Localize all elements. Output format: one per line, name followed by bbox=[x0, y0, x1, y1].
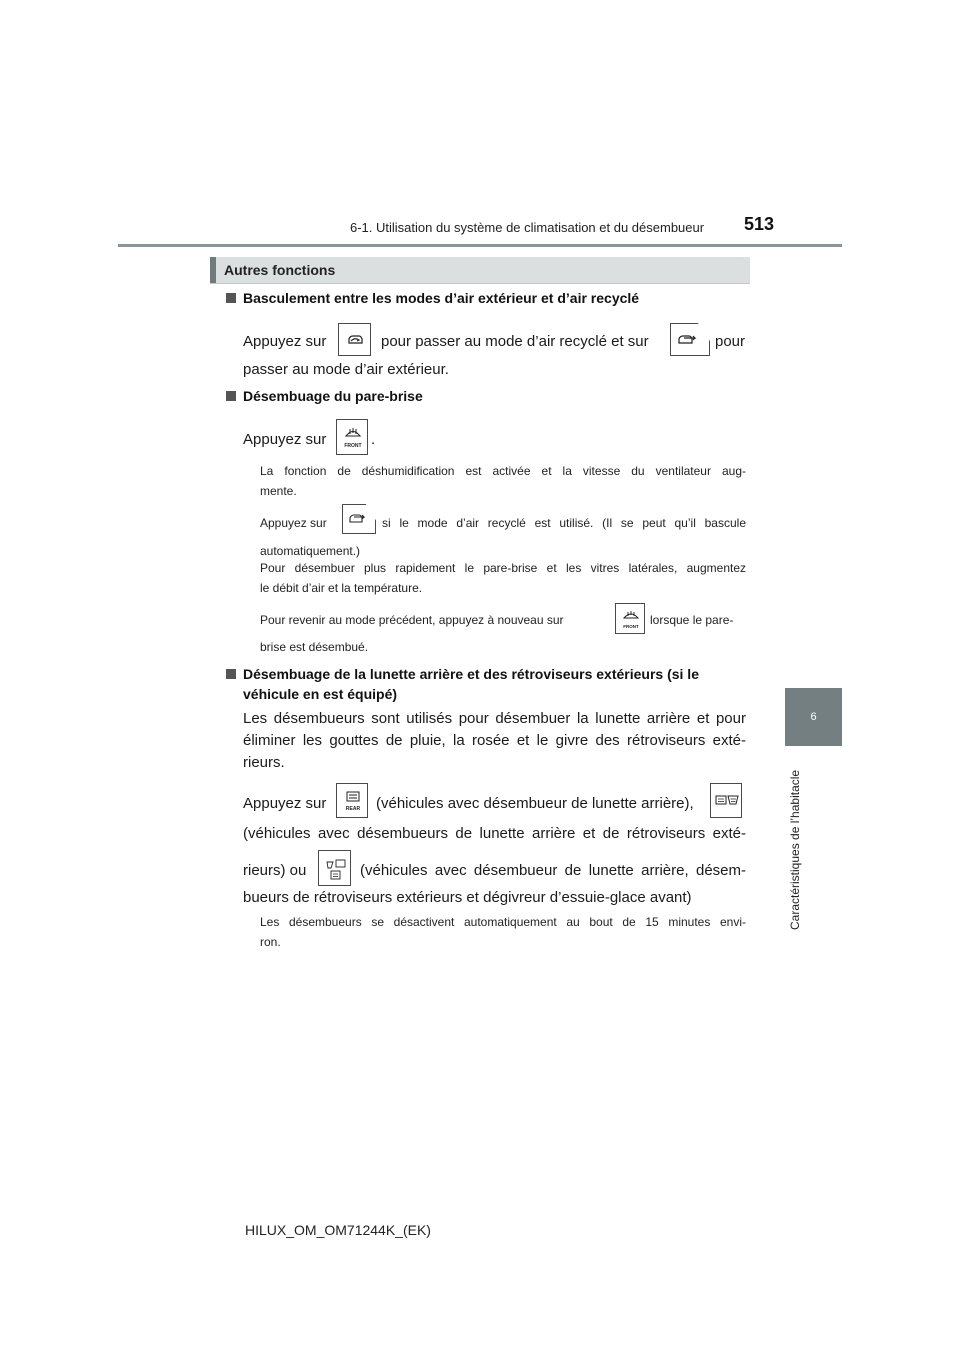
rear-p2-a: Appuyez sur bbox=[243, 795, 327, 812]
recirc-text-c: pour bbox=[715, 333, 746, 350]
bullet-square-icon bbox=[226, 391, 236, 401]
mirror-defroster-button[interactable] bbox=[710, 783, 742, 818]
chapter-tab-number: 6 bbox=[810, 711, 817, 723]
bullet-square-icon bbox=[226, 293, 236, 303]
wiper-deicer-icon bbox=[319, 851, 352, 887]
heading-windshield-text: Désembuage du pare-brise bbox=[243, 388, 423, 404]
chapter-title: 6-1. Utilisation du système de climatisation et du désembueur bbox=[350, 220, 705, 235]
recirc-text-a: Appuyez sur bbox=[243, 333, 327, 350]
front-defroster-icon bbox=[337, 420, 369, 456]
rear-defroster-button[interactable] bbox=[336, 783, 368, 818]
section-header bbox=[210, 257, 750, 284]
heading-rear-defogger bbox=[226, 663, 746, 685]
heading-rear-l1: Désembuage de la lunette arrière et des rétroviseurs extérieurs (si le bbox=[243, 666, 699, 682]
windshield-note4-b: lorsque le pare- bbox=[650, 613, 734, 627]
windshield-note4-l2: brise est désembué. bbox=[260, 640, 369, 654]
recirc-line2: passer au mode d’air extérieur. bbox=[243, 361, 449, 378]
rear-p1-l1: Les désembueurs sont utilisés pour désembuer la lunette arrière et pour bbox=[243, 710, 746, 727]
windshield-note2-b: si le mode d’air recyclé est utilisé. (Il se peut qu’il bascule bbox=[382, 516, 746, 530]
chapter-side-label-text: Caractéristiques de l’habitacle bbox=[788, 769, 802, 930]
section-title: Autres fonctions bbox=[224, 262, 336, 278]
heading-rear-l2: véhicule en est équipé) bbox=[243, 686, 398, 702]
front-defroster-button-inline[interactable] bbox=[615, 603, 645, 634]
document-code: HILUX_OM_OM71244K_(EK) bbox=[245, 1222, 431, 1238]
front-label: FRONT bbox=[344, 443, 362, 449]
windshield-press-end: . bbox=[371, 431, 376, 448]
front-defroster-icon bbox=[616, 604, 646, 635]
front-label: FRONT bbox=[623, 624, 639, 629]
section-accent bbox=[210, 257, 216, 283]
outside-air-button-inline[interactable] bbox=[342, 504, 376, 534]
rear-label: REAR bbox=[345, 806, 361, 812]
windshield-note3-l1: Pour désembuer plus rapidement le pare-brise et les vitres latérales, augmentez bbox=[260, 561, 746, 575]
outside-air-icon bbox=[671, 324, 711, 357]
chapter-side-label bbox=[784, 770, 808, 930]
rear-p1-l3: rieurs. bbox=[243, 754, 285, 771]
windshield-note3-l2: le débit d’air et la température. bbox=[260, 581, 423, 595]
mirror-defroster-icon bbox=[711, 784, 743, 819]
outside-air-button[interactable] bbox=[670, 323, 710, 356]
wiper-deicer-button[interactable] bbox=[318, 850, 351, 886]
heading-recirculation-text: Basculement entre les modes d’air extérieur et d’air recyclé bbox=[243, 290, 640, 306]
heading-windshield bbox=[226, 385, 746, 407]
header-divider bbox=[118, 244, 842, 247]
windshield-press: Appuyez sur bbox=[243, 431, 327, 448]
rear-p2-l4: bueurs de rétroviseurs extérieurs et dégivreur d’essuie-glace avant) bbox=[243, 889, 692, 906]
rear-note-l1: Les désembueurs se désactivent automatiquement au bout de 15 minutes envi- bbox=[260, 915, 746, 929]
windshield-note1-l2: mente. bbox=[260, 484, 297, 498]
windshield-note4-a: Pour revenir au mode précédent, appuyez à nouveau sur bbox=[260, 613, 564, 627]
front-defroster-button[interactable] bbox=[336, 419, 368, 455]
windshield-note2-l2: automatiquement.) bbox=[260, 544, 361, 558]
rear-p2-d: (véhicules avec désembueur de lunette arrière, désem- bbox=[360, 862, 746, 879]
outside-air-icon bbox=[343, 505, 377, 535]
page-number: 513 bbox=[744, 214, 775, 234]
rear-p2-l2: (véhicules avec désembueurs de lunette arrière et de rétroviseurs exté- bbox=[243, 825, 746, 842]
windshield-note2-a: Appuyez sur bbox=[260, 516, 327, 530]
rear-note-l2: ron. bbox=[260, 935, 281, 949]
rear-p2-c: rieurs) ou bbox=[243, 862, 307, 879]
rear-defroster-icon bbox=[337, 784, 369, 819]
bullet-square-icon bbox=[226, 669, 236, 679]
rear-p1-l2: éliminer les gouttes de pluie, la rosée et le givre des rétroviseurs exté- bbox=[243, 732, 746, 749]
chapter-tab bbox=[785, 688, 842, 746]
recirc-text-b: pour passer au mode d’air recyclé et sur bbox=[381, 333, 649, 350]
recirculation-button[interactable] bbox=[338, 323, 371, 356]
recirculation-icon bbox=[339, 324, 372, 357]
windshield-note1-l1: La fonction de déshumidification est activée et la vitesse du ventilateur aug- bbox=[260, 464, 746, 478]
rear-p2-b: (véhicules avec désembueur de lunette arrière), bbox=[376, 795, 694, 812]
heading-recirculation bbox=[226, 287, 746, 309]
